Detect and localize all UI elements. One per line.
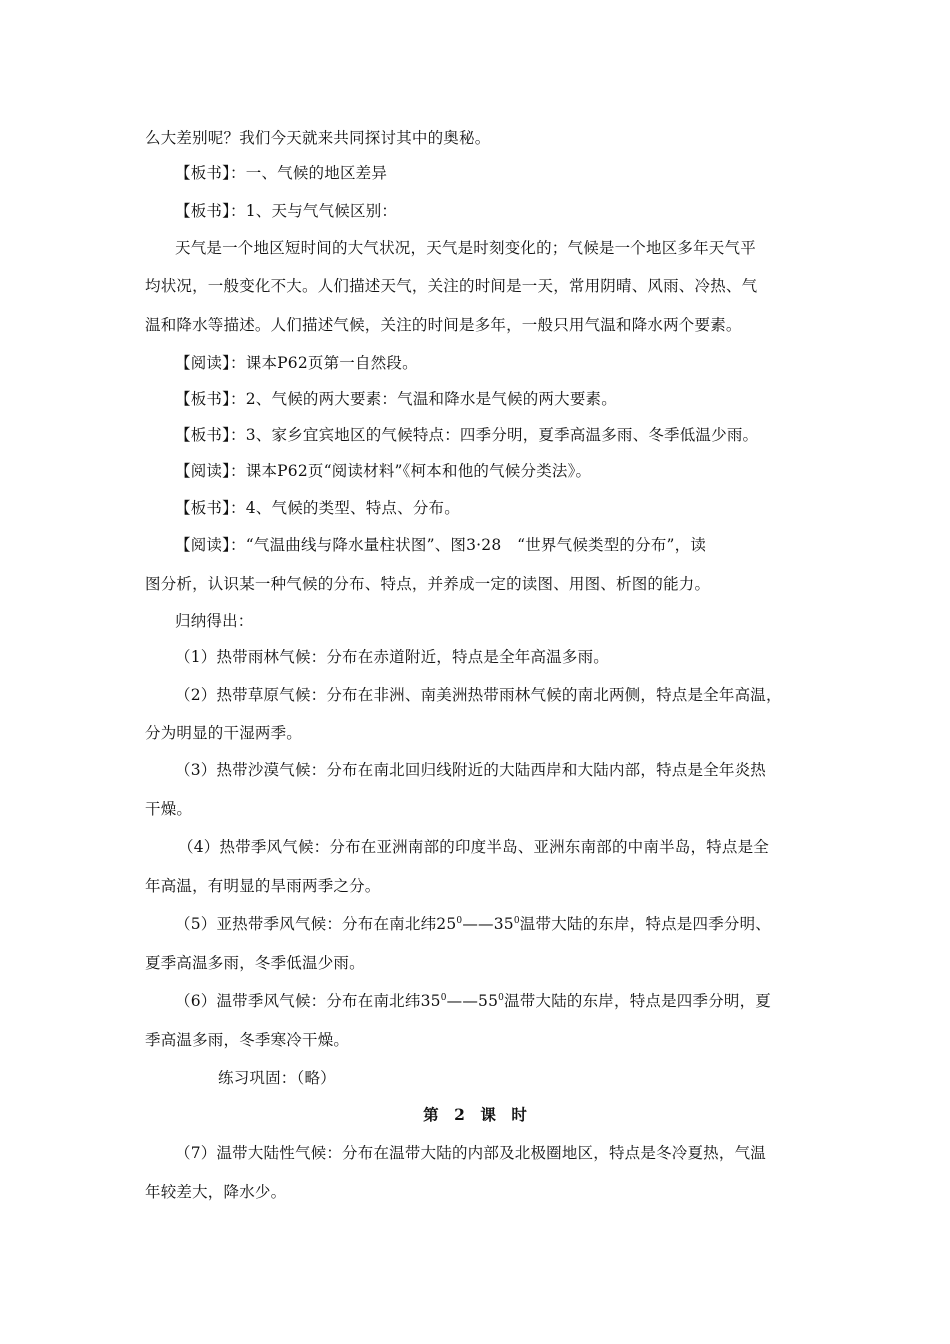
practice-note: 练习巩固：（略）	[218, 1069, 336, 1087]
degree-superscript: 0	[513, 916, 520, 926]
degree-superscript: 0	[456, 916, 463, 926]
text-line: 均状况，一般变化不大。人们描述天气，关注的时间是一天，常用阴晴、风雨、冷热、气	[145, 277, 758, 295]
board-note: 【板书】：3、家乡宜宾地区的气候特点：四季分明，夏季高温多雨、冬季低温少雨。	[175, 426, 759, 444]
text-span: 温带大陆的东岸，特点是四季分明、	[519, 915, 771, 933]
text-line: 年高温，有明显的旱雨两季之分。	[145, 877, 381, 895]
text-span: 温带大陆的东岸，特点是四季分明，夏	[504, 992, 771, 1010]
climate-item	[175, 914, 855, 934]
text-line: 温和降水等描述。人们描述气候，关注的时间是多年，一般只用气温和降水两个要素。	[145, 316, 742, 334]
climate-item: （3）热带沙漠气候：分布在南北回归线附近的大陆西岸和大陆内部，特点是全年炎热	[175, 761, 766, 779]
climate-item: （1）热带雨林气候：分布在赤道附近，特点是全年高温多雨。	[175, 648, 609, 666]
board-note: 【板书】：2、气候的两大要素：气温和降水是气候的两大要素。	[175, 390, 617, 408]
text-line: 干燥。	[145, 800, 193, 818]
text-line: 图分析，认识某一种气候的分布、特点，并养成一定的读图、用图、析图的能力。	[145, 575, 711, 593]
text-line: 季高温多雨，冬季寒冷干燥。	[145, 1031, 350, 1049]
reading-note: 【阅读】：课本P62页第一自然段。	[175, 354, 418, 372]
text-line: 归纳得出：	[175, 612, 254, 630]
text-span: （5）亚热带季风气候：分布在南北纬25	[175, 915, 457, 933]
text-line: 夏季高温多雨，冬季低温少雨。	[145, 954, 365, 972]
degree-superscript: 0	[440, 993, 447, 1003]
text-line: 么大差别呢？我们今天就来共同探讨其中的奥秘。	[145, 129, 491, 147]
climate-item: （4）热带季风气候：分布在亚洲南部的印度半岛、亚洲东南部的中南半岛，特点是全	[178, 838, 769, 856]
text-line: 年较差大，降水少。	[145, 1183, 287, 1201]
reading-note: 【阅读】：课本P62页“阅读材料”《柯本和他的气候分类法》。	[175, 462, 592, 480]
reading-note: 【阅读】：“气温曲线与降水量柱状图”、图3·28 “世界气候类型的分布”，读	[175, 536, 707, 554]
board-note: 【板书】：1、天与气气候区别：	[175, 202, 398, 220]
board-note: 【板书】：一、气候的地区差异	[175, 164, 388, 182]
section-heading: 第 2 课 时	[423, 1105, 527, 1124]
degree-superscript: 0	[498, 993, 505, 1003]
text-span: （6）温带季风气候：分布在南北纬35	[175, 992, 441, 1010]
board-note: 【板书】：4、气候的类型、特点、分布。	[175, 499, 460, 517]
climate-item	[175, 991, 855, 1011]
text-line: 分为明显的干湿两季。	[145, 724, 303, 742]
text-span: ——35	[462, 915, 514, 933]
text-span: ——55	[446, 992, 499, 1010]
text-line: 天气是一个地区短时间的大气状况，天气是时刻变化的；气候是一个地区多年天气平	[175, 239, 756, 257]
climate-item: （7）温带大陆性气候：分布在温带大陆的内部及北极圈地区，特点是冬冷夏热，气温	[175, 1144, 766, 1162]
climate-item: （2）热带草原气候：分布在非洲、南美洲热带雨林气候的南北两侧，特点是全年高温，	[175, 686, 782, 704]
